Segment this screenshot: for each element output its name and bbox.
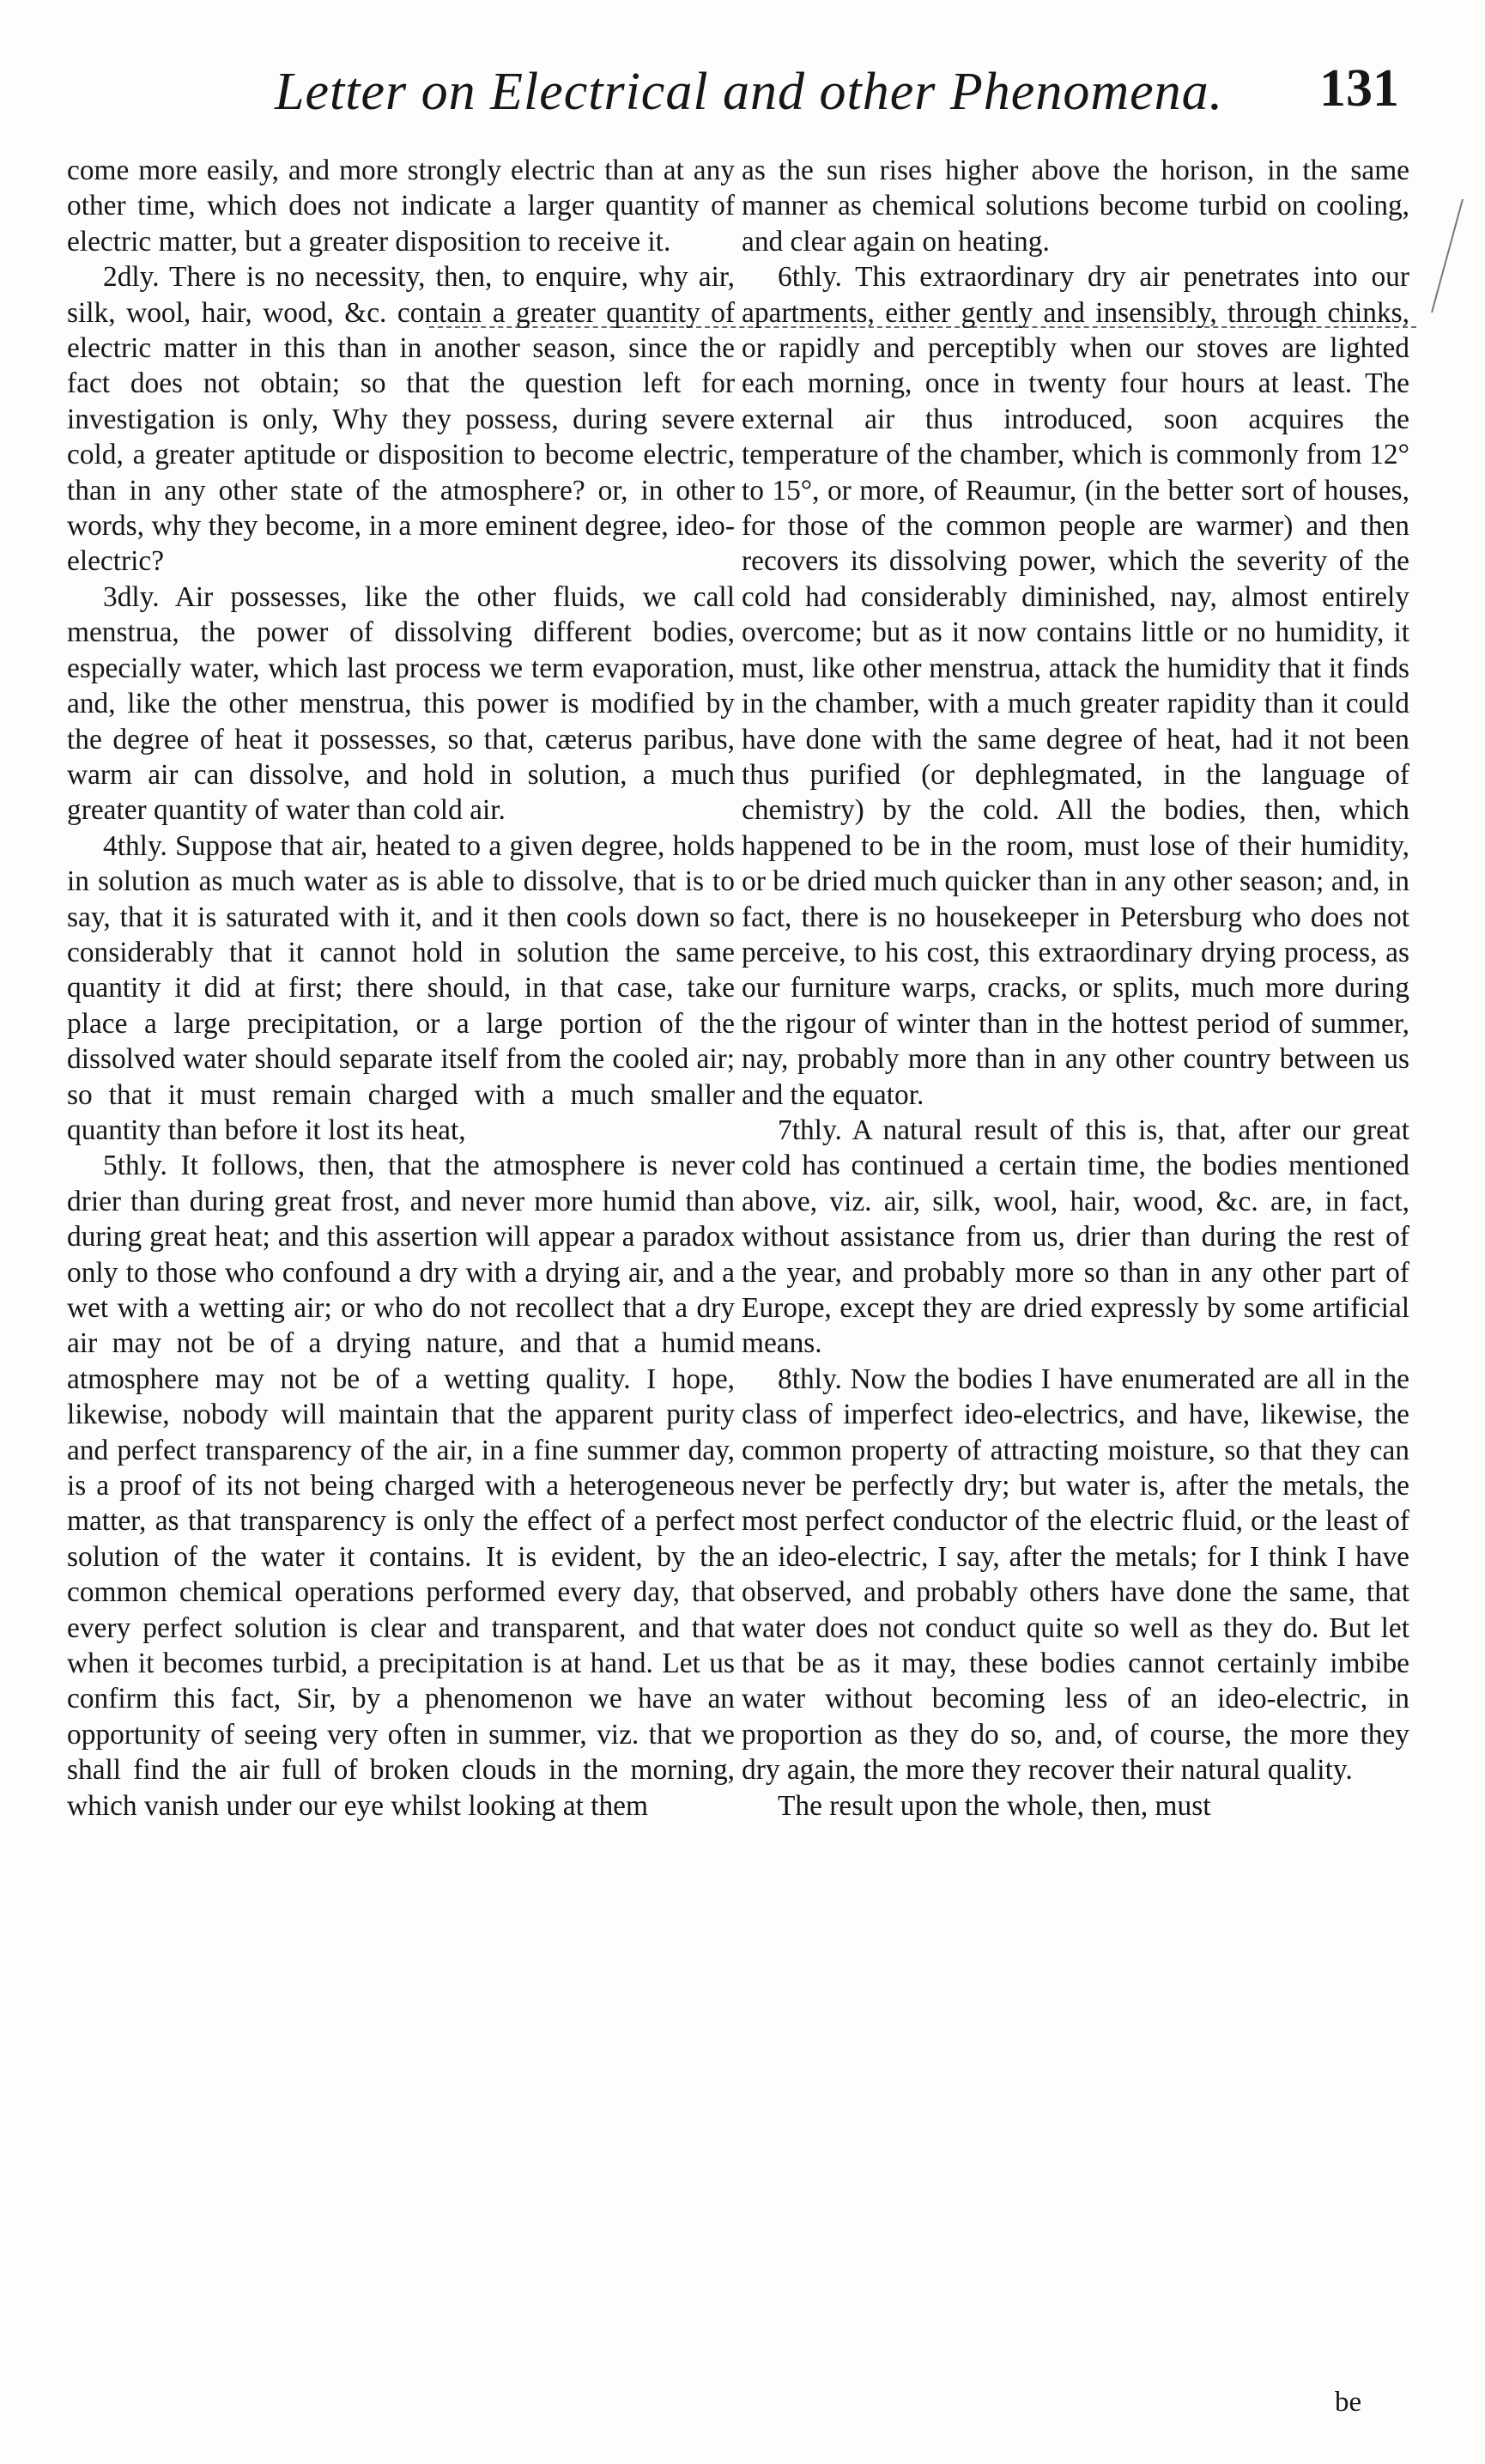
- paragraph: The result upon the whole, then, must: [778, 1789, 1211, 1822]
- page-header: [77, 53, 1399, 148]
- paragraph: 4thly. Suppose that air, heated to a given degree, holds in solution as much water as is able to dissolve, that is to say, that it is saturated with it, and it then cools down so considerably that it cannot hold in solution the same quantity it did at first; there should, in that case, take place a large precipitation, or a large portion of the dissolved water should separate itself from the cooled air; so that it must remain charged with a much smaller quantity than before it lost its heat,: [67, 829, 735, 1146]
- paragraph: 2dly. There is no necessity, then, to enquire, why air, silk, wool, hair, wood, &c. contain a greater quantity of electric matter in this than in another season, since the fact does not obtain; so that the question left for investigation is only, Why they possess, during severe cold, a greater aptitude or disposition to become electric, than in any other state of the atmosphere? or, in other words, why they become, in a more eminent degree, ideo-electric?: [67, 261, 735, 578]
- paragraph: come more easily, and more strongly electric than at any other time, which does not indicate a larger quantity of electric matter, but a greater disposition to receive it.: [67, 155, 735, 258]
- left-column: [67, 153, 735, 1824]
- paragraph: 5thly. It follows, then, that the atmosphere is never drier than during great frost, and never more humid than during great heat; and this assertion will appear a paradox only to those who confound a dry with a drying air, and a wet with a wetting air; or who do not recollect that a dry air may not be of a drying nature, and that a humid atmosphere may not be of a wetting quality. I hope, likewise, nobody will maintain that the apparent purity and perfect transparency of the air, in a fine summer day, is a proof of its not being charged with a heterogeneous matter, as that transparency is only the effect of a perfect solution of the water it contains. It is evident, by the common chemical operations performed every day, that every perfect solution is clear and transparent, and that when it becomes turbid, a precipitation is at hand. Let us confirm this fact, Sir, by a phenomenon we have an opportunity of seeing very often in summer, viz. that we shall find the air full of broken clouds in the morning, which vanish under our eye whilst looking at them: [67, 1150, 735, 1822]
- paragraph: 6thly. This extraordinary dry air penetrates into our apartments, either gently and insensibly, through chinks, or rapidly and perceptibly when our stoves are lighted each morning, once in twenty four hours at least. The external air thus introduced, soon acquires the temperature of the chamber, which is commonly from 12° to 15°, or more, of Reaumur, (in the better sort of houses, for those of the common people are warmer) and then recovers its dissolving power, which the severity of the cold had considerably diminished, nay, almost entirely overcome; but as it now contains little or no humidity, it must, like other menstrua, attack the humidity that it finds in the chamber, with a much greater rapidity than it could have done with the same degree of heat, had it not been thus purified (or dephlegmated, in the language of chemistry) by the cold. All the bodies, then, which happened to be in the room, must lose of their humidity, or be dried much quicker than in any other season; and, in fact, there is no housekeeper in Petersburg who does not perceive, to his cost, this extraordinary drying process, as our furniture warps, cracks, or splits, much more during the rigour of winter than in the hottest period of summer, nay, probably more than in any other country between us and the equator.: [742, 261, 1409, 1111]
- page-number: 131: [1319, 59, 1399, 118]
- paragraph: 7thly. A natural result of this is, that, after our great cold has continued a certain time, the bodies mentioned above, viz. air, silk, wool, hair, wood, &c. are, in fact, without assistance from us, drier than during the rest of the year, and probably more so than in any other part of Europe, except they are dried expressly by some artificial means.: [742, 1114, 1409, 1360]
- catchword: be: [1335, 2387, 1362, 2418]
- right-column: [742, 153, 1409, 1824]
- paragraph: as the sun rises higher above the horison, in the same manner as chemical solutions become turbid on cooling, and clear again on heating.: [742, 155, 1409, 258]
- paragraph: 3dly. Air possesses, like the other fluids, we call menstrua, the power of dissolving different bodies, especially water, which last process we term evaporation, and, like the other menstrua, this power is modified by the degree of heat it possesses, so that, cæterus paribus, warm air can dissolve, and hold in solution, a much greater quantity of water than cold air.: [67, 580, 735, 827]
- paragraph: 8thly. Now the bodies I have enumerated are all in the class of imperfect ideo-electrics, and have, likewise, the common property of attracting moisture, so that they can never be perfectly dry; but water is, after the metals, the most perfect conductor of the electric fluid, or the least of an ideo-electric, I say, after the metals; for I think I have observed, and probably others have done the same, that water does not conduct quite so well as they do. But let that be as it may, these bodies cannot certainly imbibe water without becoming less of an ideo-electric, in proportion as they do so, and, of course, the more they dry again, the more they recover their natural quality.: [742, 1362, 1409, 1787]
- running-head: Letter on Electrical and other Phenomena.: [275, 63, 1224, 121]
